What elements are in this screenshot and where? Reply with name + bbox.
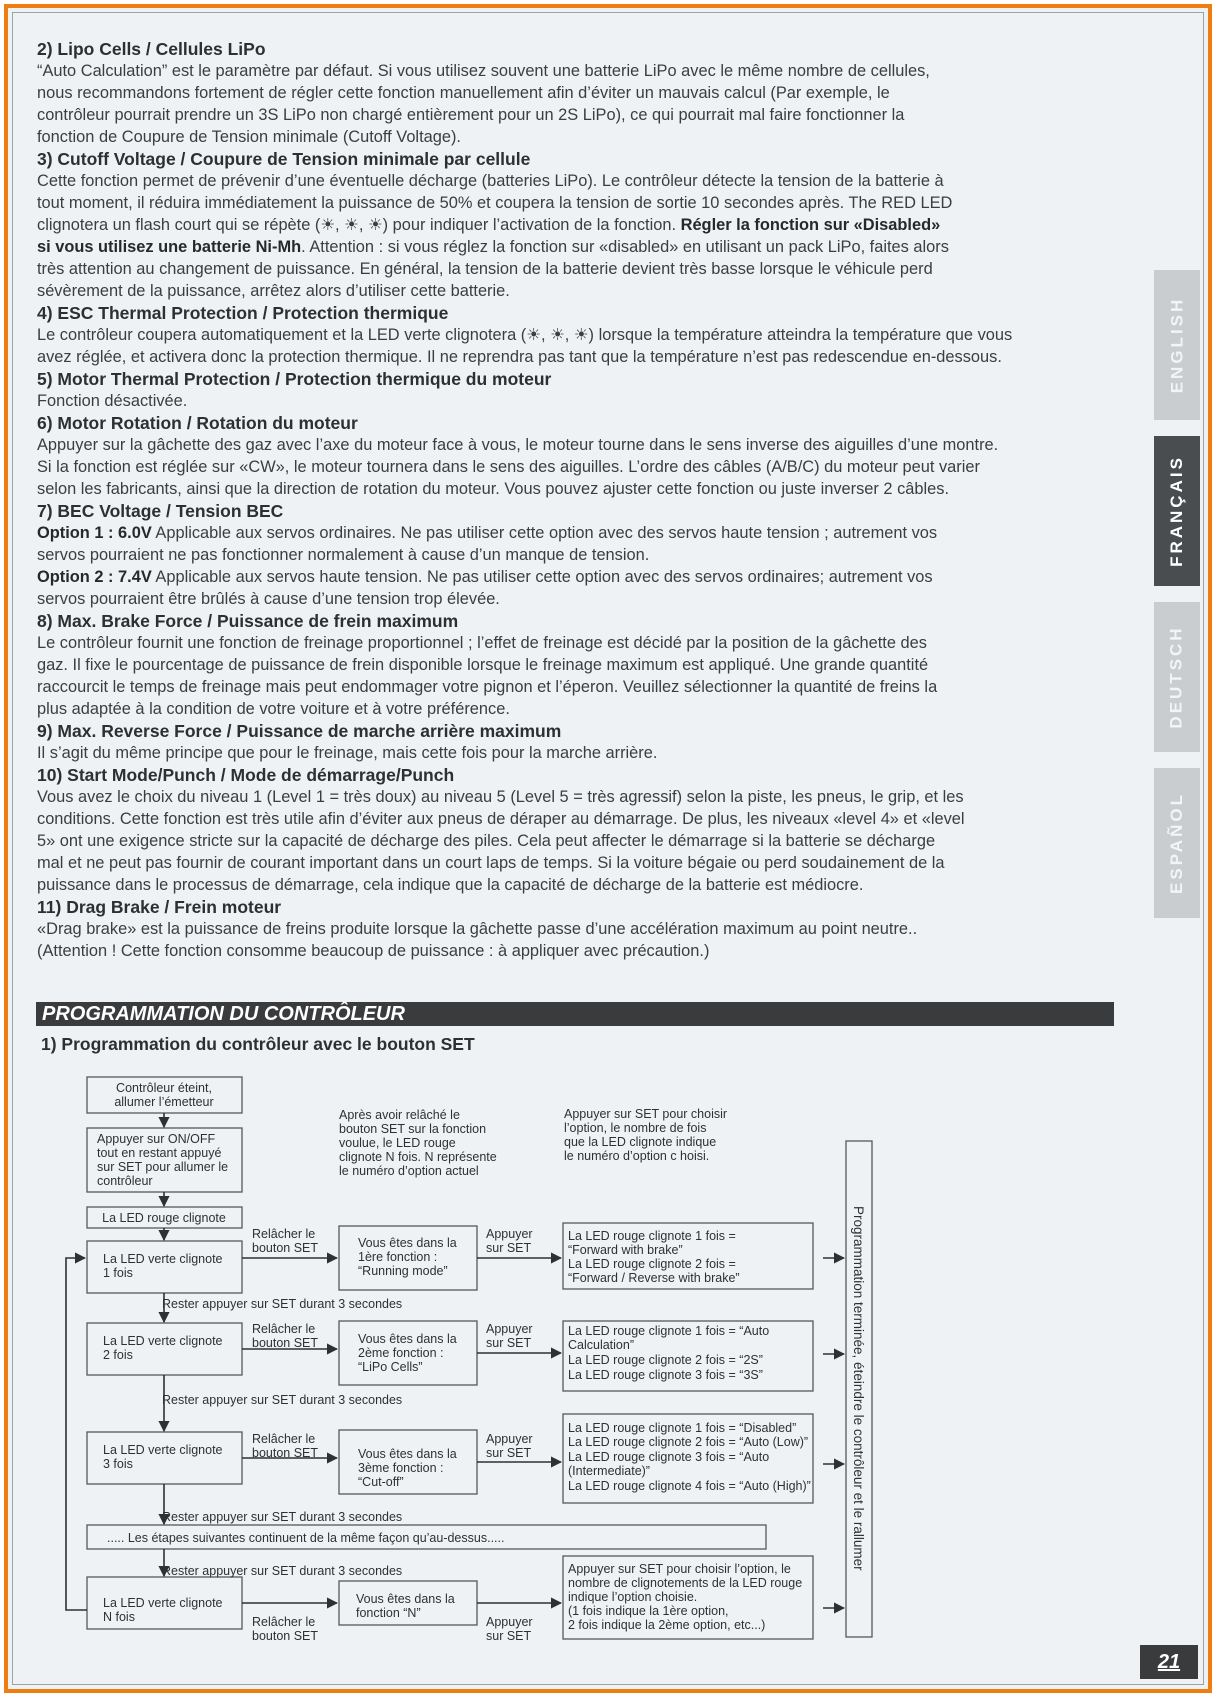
line-text: Applicable aux servos haute tension. Ne pas utiliser cette option avec des servos ordinaires; autrement vos [151, 568, 933, 586]
paragraph-line: Cette fonction permet de prévenir d’une éventuelle décharge (batteries LiPo). Le contrôleur détecte la tension de la batterie à [37, 172, 944, 190]
hold-label: Rester appuyer sur SET durant 3 secondes [162, 1393, 403, 1407]
tab-label: FRANÇAIS [1167, 455, 1186, 567]
label-line: 3 fois [103, 1457, 133, 1471]
press-label: Appuyer [486, 1615, 533, 1629]
label-line: fonction “N” [356, 1606, 421, 1620]
bold-text: si vous utilisez une batterie Ni-Mh [37, 238, 302, 256]
paragraph-line: Appuyer sur la gâchette des gaz avec l’axe du moteur face à vous, le moteur tourne dans le sens inverse des aiguilles d’une montre. [37, 436, 999, 454]
label-line: tout en restant appuyé [97, 1146, 222, 1160]
paragraph-line: avez réglée, et activera donc la protection thermique. Il ne reprendra pas tant que la température n’est pas redescendue en-dessous. [37, 348, 1002, 366]
option-line: indique l’option choisie. [568, 1590, 698, 1604]
release-label: bouton SET [252, 1241, 319, 1255]
section-title: 7) BEC Voltage / Tension BEC [37, 501, 284, 521]
option-line: La LED rouge clignote 2 fois = [568, 1257, 736, 1271]
note-line: que la LED clignote indique [564, 1135, 717, 1149]
label-line: allumer l’émetteur [114, 1095, 214, 1109]
label-line: 3ème fonction : [358, 1461, 444, 1475]
paragraph-line: plus adaptée à la condition de votre voiture et à votre préférence. [37, 700, 510, 718]
label-line: “Running mode” [358, 1264, 448, 1278]
paragraph-line: Le contrôleur fournit une fonction de freinage proportionnel ; l’effet de freinage est décidé par la position de la gâchette des [37, 634, 927, 652]
release-label: bouton SET [252, 1336, 319, 1350]
option-line: La LED rouge clignote 2 fois = “2S” [568, 1353, 763, 1367]
press-label: sur SET [486, 1241, 532, 1255]
label-line: contrôleur [97, 1174, 153, 1188]
label-line: 1 fois [103, 1266, 133, 1280]
section-title: 3) Cutoff Voltage / Coupure de Tension minimale par cellule [37, 149, 531, 169]
paragraph-line: sévèrement de la puissance, arrêtez alors d’utiliser cette batterie. [37, 282, 510, 300]
option-line: Calculation” [568, 1338, 635, 1352]
line-text: Applicable aux servos ordinaires. Ne pas utiliser cette option avec des servos haute tension ; autrement vos [151, 524, 938, 542]
section-title: 11) Drag Brake / Frein moteur [37, 897, 282, 917]
option-label: Option 2 : 7.4V [37, 568, 152, 586]
paragraph-line: Fonction désactivée. [37, 392, 188, 410]
note-line: l’option, le nombre de fois [564, 1121, 707, 1135]
label-line: Vous êtes dans la [358, 1447, 457, 1461]
option-label: Option 1 : 6.0V [37, 524, 152, 542]
label-line: Vous êtes dans la [358, 1332, 457, 1346]
label-line: Contrôleur éteint, [116, 1081, 212, 1095]
label-line: La LED verte clignote [103, 1443, 223, 1457]
end-label: Programmation terminée, éteindre le contrôleur et le rallumer [851, 1206, 866, 1571]
paragraph-line: conditions. Cette fonction est très utile afin d’éviter aux pneus de déraper au démarrage. De plus, les niveaux «level 4» et «level [37, 810, 965, 828]
option-line: (Intermediate)” [568, 1464, 650, 1478]
release-label: bouton SET [252, 1629, 319, 1643]
release-label: Relâcher le [252, 1432, 316, 1446]
label-line: La LED verte clignote [103, 1596, 223, 1610]
label-line: 1ère fonction : [358, 1250, 438, 1264]
paragraph-line: nous recommandons fortement de régler cette fonction manuellement afin d’éviter un mauvais calcul (Par exemple, le [37, 84, 890, 102]
label-line: 2ème fonction : [358, 1346, 444, 1360]
section-title: 2) Lipo Cells / Cellules LiPo [37, 39, 266, 59]
option-line: Appuyer sur SET pour choisir l’option, le [568, 1562, 791, 1576]
label-line: Vous êtes dans la [356, 1592, 455, 1606]
label-line: Vous êtes dans la [358, 1236, 457, 1250]
press-label: sur SET [486, 1336, 532, 1350]
section-title: 8) Max. Brake Force / Puissance de frein maximum [37, 611, 459, 631]
section-title: 6) Motor Rotation / Rotation du moteur [37, 413, 358, 433]
paragraph-line: «Drag brake» est la puissance de freins produite lorsque la gâchette passe d’une accélération maximum au point neutre.. [37, 920, 918, 938]
note-line: le numéro d’option actuel [339, 1164, 479, 1178]
line-text: clignotera un flash court qui se répète (☀, ☀, ☀) pour indiquer l’activation de la fonction. [37, 216, 677, 234]
option-line: 2 fois indique la 2ème option, etc...) [568, 1618, 766, 1632]
hold-label: Rester appuyer sur SET durant 3 secondes [162, 1510, 403, 1524]
note-line: bouton SET sur la fonction [339, 1122, 487, 1136]
page-number: 21 [1140, 1645, 1198, 1679]
paragraph-line: raccourcit le temps de freinage mais peut endommager votre pignon et l’éperon. Veuillez sélectionner la quantité de freins la [37, 678, 938, 696]
section-title: 5) Motor Thermal Protection / Protection thermique du moteur [37, 369, 552, 389]
paragraph-line: Le contrôleur coupera automatiquement et la LED verte clignotera (☀, ☀, ☀) lorsque la température atteindra la température que vous [37, 326, 1013, 344]
option-line: “Forward / Reverse with brake” [568, 1271, 740, 1285]
option-line: La LED rouge clignote 3 fois = “3S” [568, 1368, 763, 1382]
tab-label: ENGLISH [1167, 296, 1186, 394]
tab-label: ESPAÑOL [1167, 792, 1187, 894]
hold-label: Rester appuyer sur SET durant 3 secondes [162, 1564, 403, 1578]
label-line: La LED verte clignote [103, 1334, 223, 1348]
section-title: 10) Start Mode/Punch / Mode de démarrage/Punch [37, 765, 455, 785]
press-label: Appuyer [486, 1432, 533, 1446]
programming-subheading: 1) Programmation du contrôleur avec le bouton SET [41, 1034, 475, 1054]
press-label: sur SET [486, 1446, 532, 1460]
label-line: La LED rouge clignote [102, 1211, 226, 1225]
flowchart-labels [97, 1081, 866, 1643]
press-label: Appuyer [486, 1322, 533, 1336]
paragraph-line: 5» ont une exigence stricte sur la capacité de décharge des piles. Cela peut affecter le démarrage si la batterie se décharge [37, 832, 936, 850]
press-label: sur SET [486, 1629, 532, 1643]
paragraph-line: mal et ne peut pas fournir de courant important dans un court laps de temps. Si la voiture bégaie ou perd soudainement de la [37, 854, 945, 872]
paragraph-line: puissance dans le processus de démarrage, cela indique que la capacité de décharge de la batterie est médiocre. [37, 876, 864, 894]
paragraph-line: “Auto Calculation” est le paramètre par défaut. Si vous utilisez souvent une batterie LiPo avec le même nombre de cellules, [37, 62, 930, 80]
paragraph-line: Si la fonction est réglée sur «CW», le moteur tournera dans le sens des aiguilles. L’ordre des câbles (A/B/C) du moteur peut varier [37, 458, 980, 476]
line-text: . Attention : si vous réglez la fonction sur «disabled» en utilisant un pack LiPo, faites alors [301, 238, 949, 256]
bold-text: Régler la fonction sur «Disabled» [680, 216, 941, 234]
option-line: La LED rouge clignote 1 fois = [568, 1229, 736, 1243]
programming-banner: PROGRAMMATION DU CONTRÔLEUR [36, 1002, 1114, 1026]
paragraph-line: très attention au changement de puissance. En général, la tension de la batterie devient très basse lorsque le véhicule perd [37, 260, 933, 278]
section-title: 9) Max. Reverse Force / Puissance de marche arrière maximum [37, 721, 562, 741]
continue-label: ..... Les étapes suivantes continuent de la même façon qu’au-dessus..... [107, 1531, 505, 1545]
paragraph-line: fonction de Coupure de Tension minimale (Cutoff Voltage). [37, 128, 461, 146]
note-line: clignote N fois. N représente [339, 1150, 497, 1164]
paragraph-line: gaz. Il fixe le pourcentage de puissance de frein disponible lorsque le freinage maximum est appliqué. Une grande quantité [37, 656, 929, 674]
paragraph-line: servos pourraient ne pas fonctionner normalement à cause d’un manque de tension. [37, 546, 650, 564]
label-line: Appuyer sur ON/OFF [97, 1132, 216, 1146]
label-line: “LiPo Cells” [358, 1360, 423, 1374]
note-line: voulue, le LED rouge [339, 1136, 456, 1150]
section-title: 4) ESC Thermal Protection / Protection thermique [37, 303, 449, 323]
press-label: Appuyer [486, 1227, 533, 1241]
option-line: La LED rouge clignote 4 fois = “Auto (High)” [568, 1479, 811, 1493]
label-line: “Cut-off” [358, 1475, 404, 1489]
option-line: nombre de clignotements de la LED rouge [568, 1576, 803, 1590]
option-line: “Forward with brake” [568, 1243, 683, 1257]
note-line: le numéro d’option c hoisi. [564, 1149, 710, 1163]
hold-label: Rester appuyer sur SET durant 3 secondes [162, 1297, 403, 1311]
tab-label: DEUTSCH [1167, 625, 1187, 729]
arrow-loop-back [66, 1258, 87, 1610]
paragraph-line: contrôleur pourrait prendre un 3S LiPo non chargé entièrement pour un 2S LiPo), ce qui pourrait mal faire fonctionner la [37, 106, 905, 124]
paragraph-line: selon les fabricants, ainsi que la direction de rotation du moteur. Vous pouvez ajuster cette fonction ou juste inverser 2 câbles. [37, 480, 950, 498]
paragraph-line: tout moment, il réduira immédiatement la puissance de 50% et coupera la tension de sortie 10 secondes après. The RED LED [37, 194, 953, 212]
option-line: La LED rouge clignote 3 fois = “Auto [568, 1450, 770, 1464]
paragraph-line: Vous avez le choix du niveau 1 (Level 1 = très doux) au niveau 5 (Level 5 = très agressif) selon la piste, les pneus, le grip, et les [37, 788, 964, 806]
paragraph-line: Il s’agit du même principe que pour le freinage, mais cette fois pour la marche arrière. [37, 744, 658, 762]
release-label: Relâcher le [252, 1615, 316, 1629]
label-line: sur SET pour allumer le [97, 1160, 229, 1174]
option-line: La LED rouge clignote 2 fois = “Auto (Low)” [568, 1435, 809, 1449]
release-label: Relâcher le [252, 1227, 316, 1241]
option-line: La LED rouge clignote 1 fois = “Disabled” [568, 1421, 797, 1435]
option-line: (1 fois indique la 1ère option, [568, 1604, 729, 1618]
option-line: La LED rouge clignote 1 fois = “Auto [568, 1324, 770, 1338]
label-line: 2 fois [103, 1348, 133, 1362]
label-line: La LED verte clignote [103, 1252, 223, 1266]
release-label: Relâcher le [252, 1322, 316, 1336]
paragraph-line: servos pourraient être brûlés à cause d’une tension trop élevée. [37, 590, 500, 608]
release-label: bouton SET [252, 1446, 319, 1460]
paragraph-line: (Attention ! Cette fonction consomme beaucoup de puissance : à appliquer avec précaution.) [37, 942, 710, 960]
label-line: N fois [103, 1610, 135, 1624]
note-line: Appuyer sur SET pour choisir [564, 1107, 728, 1121]
note-line: Après avoir relâché le [339, 1108, 460, 1122]
